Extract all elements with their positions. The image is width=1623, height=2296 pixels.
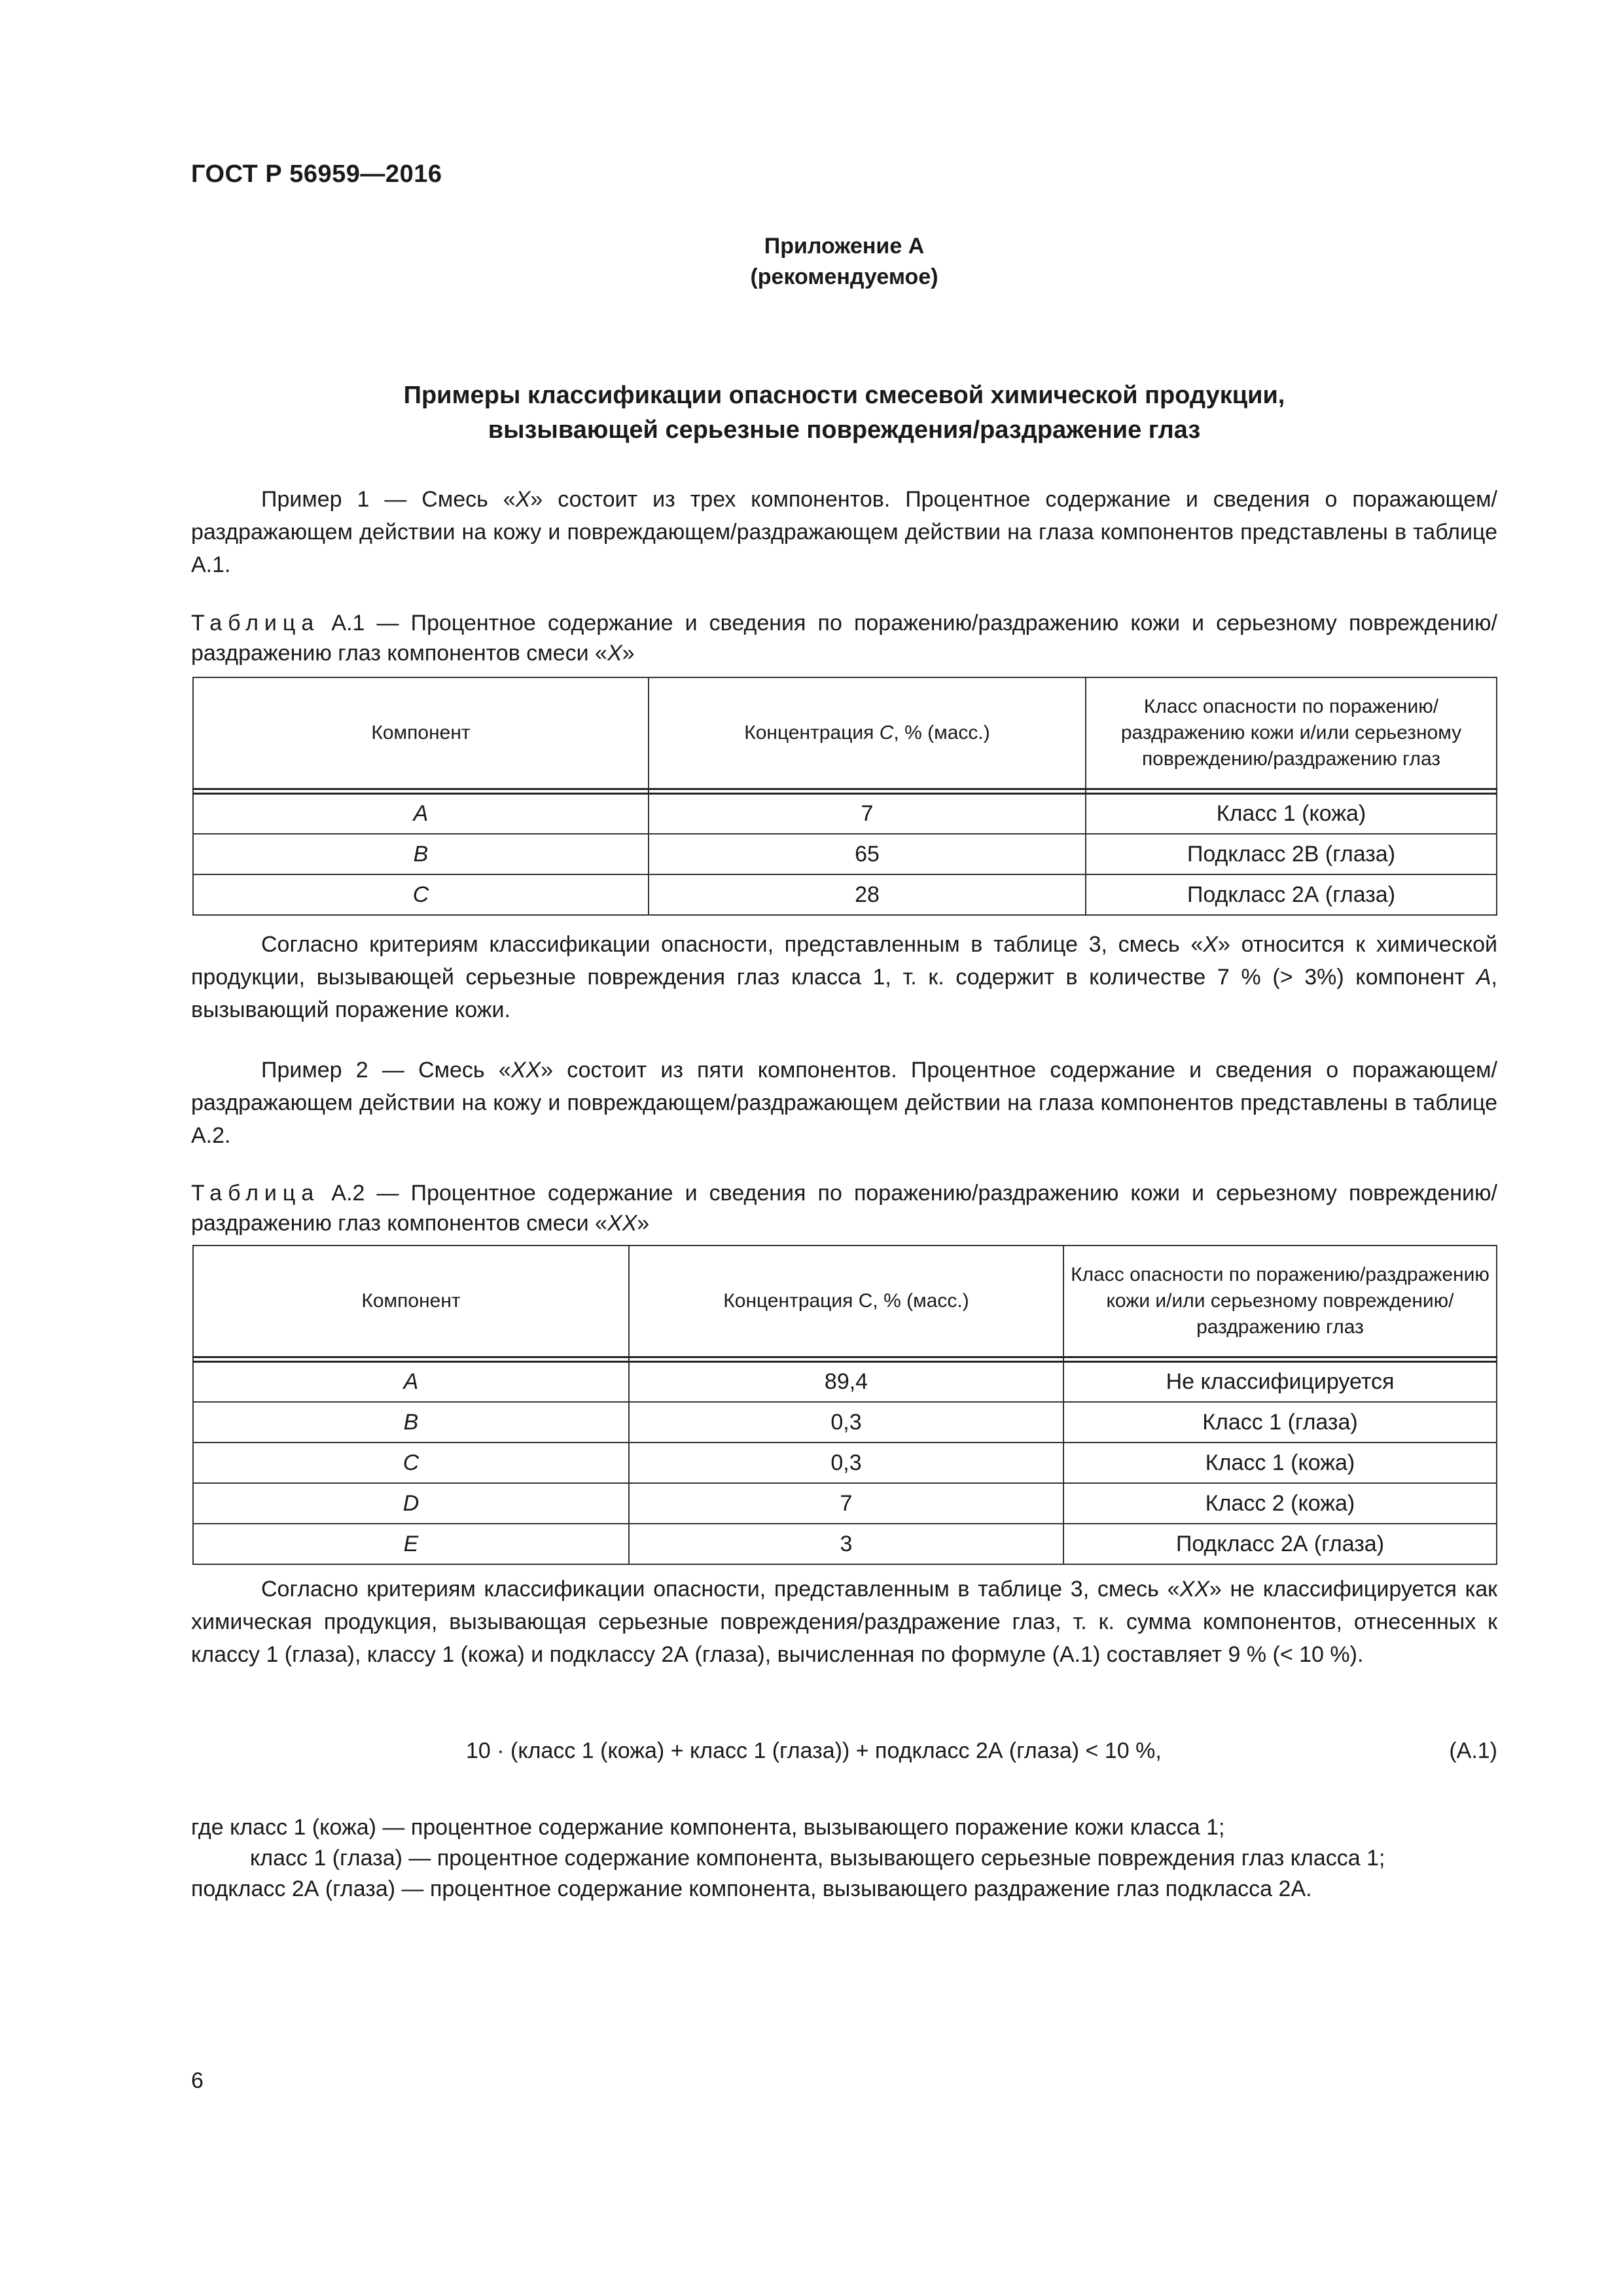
example-2-text-a: Пример 2 — Смесь « <box>261 1058 511 1083</box>
table-2-cell-component: D <box>193 1483 629 1524</box>
table-1-cell-class: Класс 1 (кожа) <box>1086 793 1497 834</box>
table-2-header-separator <box>193 1357 1497 1361</box>
page-number: 6 <box>191 2068 204 2093</box>
table-1-caption-label: Таблица <box>191 611 320 636</box>
table-1-header-row <box>193 677 1497 789</box>
table-1-cell-component: B <box>193 834 649 874</box>
where-line-1: где класс 1 (кожа) — процентное содержание компонента, вызывающего поражение кожи класса 1; <box>191 1815 1225 1840</box>
table-row <box>193 1524 1497 1564</box>
table-2-header-row <box>193 1246 1497 1357</box>
example-1-mix: X <box>515 487 531 512</box>
table-1-caption <box>191 608 1497 668</box>
annex-heading-line-2: вызывающей серьезные повреждения/раздражение глаз <box>488 416 1201 444</box>
conclusion-2-paragraph <box>191 1573 1497 1671</box>
table-2-caption-end: » <box>637 1211 650 1236</box>
table-row <box>193 1483 1497 1524</box>
table-row <box>193 874 1497 915</box>
table-2-cell-concentration: 3 <box>629 1524 1063 1564</box>
table-2-cell-concentration: 0,3 <box>629 1402 1063 1443</box>
table-2-cell-component: A <box>193 1361 629 1402</box>
conclusion-2-text-a: Согласно критериям классификации опасности, представленным в таблице 3, смесь « <box>261 1577 1180 1602</box>
table-2-cell-concentration: 0,3 <box>629 1443 1063 1483</box>
table-2-header-class: Класс опасности по поражению/раздражению кожи и/или серьезному повреждению/раздражению глаз <box>1063 1246 1497 1357</box>
table-1-cell-component: A <box>193 793 649 834</box>
example-1-text-a: Пример 1 — Смесь « <box>261 487 516 512</box>
annex-kind: (рекомендуемое) <box>750 264 938 289</box>
table-1-header-concentration <box>649 677 1086 789</box>
where-line-3: подкласс 2А (глаза) — процентное содержание компонента, вызывающего раздражение глаз подкласса 2А. <box>191 1876 1312 1901</box>
table-2-cell-class: Подкласс 2А (глаза) <box>1063 1524 1497 1564</box>
table-1-header-class: Класс опасности по поражению/раздражению кожи и/или серьезному повреждению/раздражению глаз <box>1086 677 1497 789</box>
example-1-text-b: » состоит из трех компонентов. Процентное содержание и сведения о поражающем/раздражающем действии на кожу и повреждающем/раздражающем действии на глаза компонентов представлены в таблице А.1. <box>191 487 1497 577</box>
table-1-caption-mix: X <box>607 641 622 666</box>
table-2-cell-component: E <box>193 1524 629 1564</box>
table-2-cell-component: C <box>193 1443 629 1483</box>
table-2-cell-concentration: 89,4 <box>629 1361 1063 1402</box>
concentration-label-pre: Концентрация <box>744 721 880 744</box>
table-1 <box>192 677 1497 916</box>
annex-heading-line-1: Примеры классификации опасности смесевой химической продукции, <box>403 382 1285 409</box>
table-row <box>193 1443 1497 1483</box>
conclusion-1-text-a: Согласно критериям классификации опасности, представленным в таблице 3, смесь « <box>261 932 1204 957</box>
table-1-cell-concentration: 65 <box>649 834 1086 874</box>
table-2-cell-concentration: 7 <box>629 1483 1063 1524</box>
table-2-cell-component: B <box>193 1402 629 1443</box>
table-row <box>193 1402 1497 1443</box>
annex-title: Приложение А <box>764 234 925 259</box>
table-1-caption-text: А.1 — Процентное содержание и сведения по поражению/раздражению кожи и серьезному повреждению/раздражению глаз компонентов смеси « <box>191 611 1497 666</box>
table-row <box>193 834 1497 874</box>
example-2-mix: XX <box>510 1058 541 1083</box>
concentration-variable: C <box>879 721 894 744</box>
conclusion-2-text-b: » не классифицируется как химическая продукция, вызывающая серьезные повреждения/раздражение глаз, т. к. сумма компонентов, отнесенных к классу 1 (глаза), классу 1 (кожа) и подклассу 2А (глаза), вычисленная по формуле (А.1) составляет 9 % (< 10 %). <box>191 1577 1497 1667</box>
table-2-header-component: Компонент <box>193 1246 629 1357</box>
table-row <box>193 1361 1497 1402</box>
table-1-header-component: Компонент <box>193 677 649 789</box>
conclusion-1-component: A <box>1476 965 1491 990</box>
table-1-caption-end: » <box>622 641 635 666</box>
table-row <box>193 793 1497 834</box>
table-2-cell-class: Не классифицируется <box>1063 1361 1497 1402</box>
table-2-caption-text: А.2 — Процентное содержание и сведения по поражению/раздражению кожи и серьезному повреждению/раздражению глаз компонентов смеси « <box>191 1181 1497 1236</box>
example-1-paragraph <box>191 483 1497 581</box>
conclusion-1-mix: X <box>1203 932 1218 957</box>
table-2-cell-class: Класс 2 (кожа) <box>1063 1483 1497 1524</box>
table-2-caption <box>191 1178 1497 1238</box>
table-1-cell-class: Подкласс 2А (глаза) <box>1086 874 1497 915</box>
conclusion-1-paragraph <box>191 928 1497 1026</box>
table-1-cell-concentration: 7 <box>649 793 1086 834</box>
conclusion-2-mix: XX <box>1179 1577 1209 1602</box>
table-1-cell-class: Подкласс 2В (глаза) <box>1086 834 1497 874</box>
table-2-header-concentration: Концентрация С, % (масс.) <box>629 1246 1063 1357</box>
table-2-cell-class: Класс 1 (кожа) <box>1063 1443 1497 1483</box>
table-1-header-separator <box>193 789 1497 793</box>
conclusion-1-text-b: » относится к химической продукции, вызывающей серьезные повреждения глаз класса 1, т. к. содержит в количестве 7 % (> 3%) компонент <box>191 932 1497 990</box>
table-1-cell-concentration: 28 <box>649 874 1086 915</box>
table-2 <box>192 1245 1497 1565</box>
example-2-text-b: » состоит из пяти компонентов. Процентное содержание и сведения о поражающем/раздражающем действии на кожу и повреждающем/раздражающем действии на глаза компонентов представлены в таблице А.2. <box>191 1058 1497 1148</box>
table-2-caption-mix: XX <box>607 1211 637 1236</box>
table-2-cell-class: Класс 1 (глаза) <box>1063 1402 1497 1443</box>
conclusion-1-text-c: , вызывающий поражение кожи. <box>191 965 1497 1022</box>
example-2-paragraph <box>191 1054 1497 1152</box>
table-2-caption-label: Таблица <box>191 1181 320 1206</box>
annex-heading <box>191 378 1497 448</box>
standard-code: ГОСТ Р 56959—2016 <box>191 160 442 188</box>
concentration-label-post: , % (масс.) <box>893 721 990 744</box>
where-line-2: класс 1 (глаза) — процентное содержание компонента, вызывающего серьезные повреждения глаз класса 1; <box>250 1846 1385 1871</box>
formula-expression: 10 · (класс 1 (кожа) + класс 1 (глаза)) + подкласс 2А (глаза) < 10 %, <box>466 1738 1162 1763</box>
formula-number: (А.1) <box>1449 1738 1497 1763</box>
table-1-cell-component: C <box>193 874 649 915</box>
